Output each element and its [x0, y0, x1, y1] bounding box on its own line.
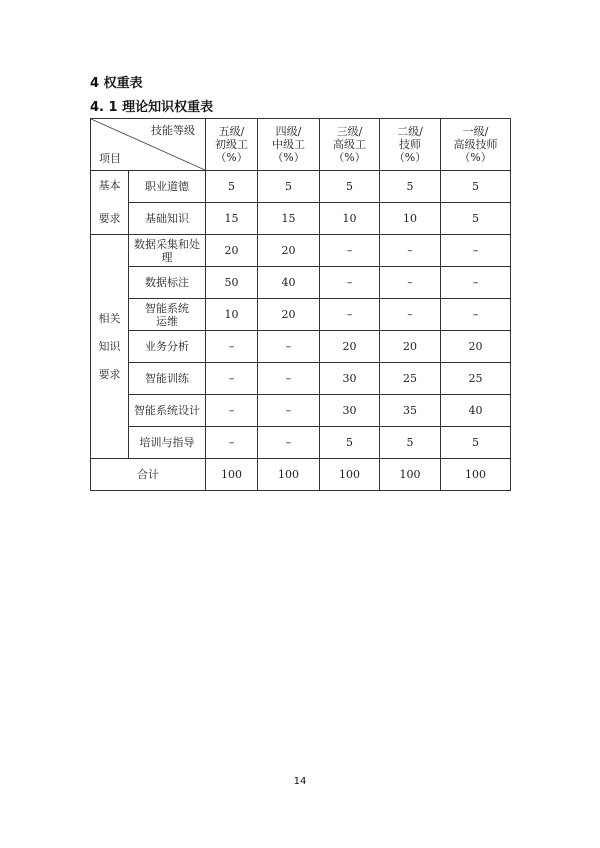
- table-row: [91, 331, 511, 363]
- table-row: [91, 427, 511, 459]
- value-cell: 25: [380, 363, 441, 395]
- value-cell: 50: [206, 267, 258, 299]
- value-cell: –: [206, 395, 258, 427]
- value-cell: 20: [206, 235, 258, 267]
- row-name-cell: 基础知识: [129, 203, 206, 235]
- value-cell: 25: [441, 363, 511, 395]
- level-header-cell: 四级/ 中级工 （%）: [258, 119, 320, 171]
- row-name-cell: 智能系统设计: [129, 395, 206, 427]
- value-cell: 5: [320, 171, 380, 203]
- level-header-cell: 二级/ 技师 （%）: [380, 119, 441, 171]
- value-cell: –: [258, 427, 320, 459]
- value-cell: 15: [206, 203, 258, 235]
- value-cell: 5: [441, 203, 511, 235]
- total-value-cell: 100: [258, 459, 320, 491]
- value-cell: 5: [206, 171, 258, 203]
- level-header-cell: 三级/ 高级工 （%）: [320, 119, 380, 171]
- total-row: [91, 459, 511, 491]
- total-value-cell: 100: [441, 459, 511, 491]
- table-row: [91, 235, 511, 267]
- table-header-row: [91, 119, 511, 171]
- value-cell: –: [320, 299, 380, 331]
- table-row: [91, 395, 511, 427]
- table-row: [91, 203, 511, 235]
- subsection-heading: 4. 1 理论知识权重表: [90, 100, 214, 115]
- value-cell: –: [320, 235, 380, 267]
- table-row: [91, 267, 511, 299]
- value-cell: –: [258, 395, 320, 427]
- level-header-cell: 五级/ 初级工 （%）: [206, 119, 258, 171]
- level-header-cell: 一级/ 高级技师 （%）: [441, 119, 511, 171]
- row-name-cell: 数据采集和处 理: [129, 235, 206, 267]
- group-basic-cell: 基本 要求: [91, 171, 129, 235]
- value-cell: 5: [380, 427, 441, 459]
- section-heading: 4 权重表: [90, 76, 143, 91]
- value-cell: –: [441, 235, 511, 267]
- row-name-cell: 业务分析: [129, 331, 206, 363]
- value-cell: 5: [441, 427, 511, 459]
- row-name-cell: 职业道德: [129, 171, 206, 203]
- row-name-cell: 数据标注: [129, 267, 206, 299]
- item-label: 项目: [99, 152, 121, 165]
- value-cell: –: [380, 267, 441, 299]
- value-cell: 10: [206, 299, 258, 331]
- value-cell: 5: [258, 171, 320, 203]
- value-cell: 20: [258, 235, 320, 267]
- skill-level-label: 技能等级: [151, 124, 195, 137]
- value-cell: –: [380, 299, 441, 331]
- value-cell: –: [441, 299, 511, 331]
- value-cell: 20: [441, 331, 511, 363]
- value-cell: 30: [320, 395, 380, 427]
- value-cell: 40: [441, 395, 511, 427]
- table-row: [91, 363, 511, 395]
- value-cell: –: [206, 427, 258, 459]
- value-cell: 20: [320, 331, 380, 363]
- row-name-cell: 智能系统 运维: [129, 299, 206, 331]
- value-cell: –: [206, 363, 258, 395]
- value-cell: –: [441, 267, 511, 299]
- total-value-cell: 100: [206, 459, 258, 491]
- value-cell: –: [258, 363, 320, 395]
- page-number: 14: [293, 776, 307, 787]
- value-cell: –: [258, 331, 320, 363]
- group-related-cell: 相关 知识 要求: [91, 235, 129, 459]
- corner-header-cell: [91, 119, 206, 171]
- table-row: [91, 299, 511, 331]
- value-cell: –: [206, 331, 258, 363]
- total-value-cell: 100: [320, 459, 380, 491]
- value-cell: 5: [380, 171, 441, 203]
- total-label-cell: 合计: [91, 459, 206, 491]
- value-cell: 15: [258, 203, 320, 235]
- value-cell: 35: [380, 395, 441, 427]
- value-cell: 10: [380, 203, 441, 235]
- value-cell: 30: [320, 363, 380, 395]
- row-name-cell: 智能训练: [129, 363, 206, 395]
- value-cell: 5: [320, 427, 380, 459]
- value-cell: –: [380, 235, 441, 267]
- value-cell: 40: [258, 267, 320, 299]
- value-cell: –: [320, 267, 380, 299]
- value-cell: 20: [258, 299, 320, 331]
- row-name-cell: 培训与指导: [129, 427, 206, 459]
- weight-table: [90, 118, 511, 491]
- value-cell: 20: [380, 331, 441, 363]
- total-value-cell: 100: [380, 459, 441, 491]
- value-cell: 5: [441, 171, 511, 203]
- table-row: [91, 171, 511, 203]
- value-cell: 10: [320, 203, 380, 235]
